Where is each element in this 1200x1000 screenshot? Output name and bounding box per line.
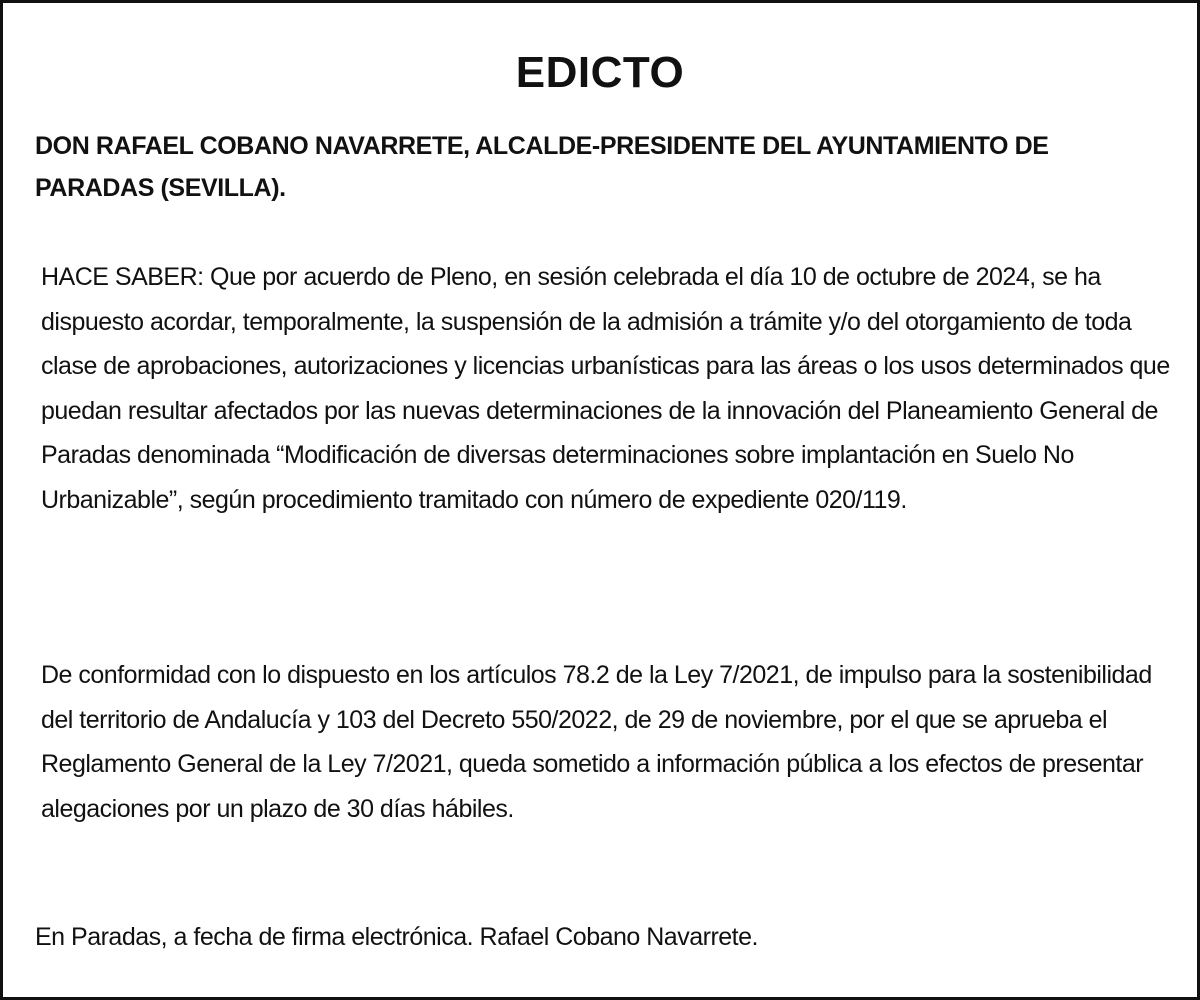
paragraph-signature: En Paradas, a fecha de firma electrónica. Rafael Cobano Navarrete. xyxy=(35,923,758,951)
document-title: EDICTO xyxy=(515,48,685,97)
paragraph-hace-saber: HACE SABER: Que por acuerdo de Pleno, en sesión celebrada el día 10 de octubre de 2024, se ha dispuesto acordar, temporalmente, la suspensión de la admisión a trámite y/o del otorgamiento de toda clase de aprobaciones, autorizaciones y licencias urbanísticas para las áreas o los usos determinados que puedan resultar afectados por las nuevas determinaciones de la innovación del Planeamiento General de Paradas denominada “Modificación de diversas determinaciones sobre implantación en Suelo No Urbanizable”, según procedimiento tramitado con número de expediente 020/119. xyxy=(41,263,1170,514)
document-heading: DON RAFAEL COBANO NAVARRETE, ALCALDE-PRESIDENTE DEL AYUNTAMIENTO DE PARADAS (SEVILLA). xyxy=(35,132,1049,202)
paragraph-conformidad: De conformidad con lo dispuesto en los artículos 78.2 de la Ley 7/2021, de impulso para la sostenibilidad del territorio de Andalucía y 103 del Decreto 550/2022, de 29 de noviembre, por el que se aprueba el Reglamento General de la Ley 7/2021, queda sometido a información pública a los efectos de presentar alegaciones por un plazo de 30 días hábiles. xyxy=(41,661,1152,823)
